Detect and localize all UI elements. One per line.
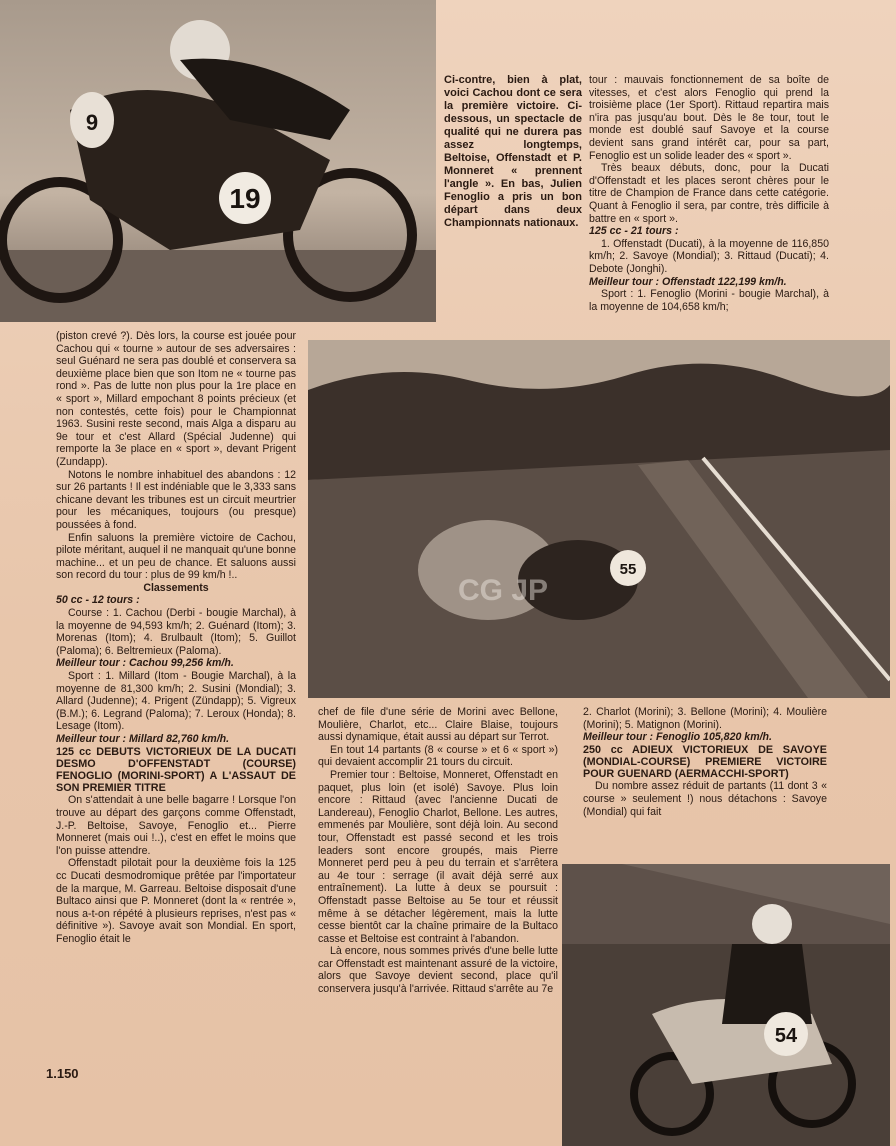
results: 1. Offenstadt (Ducati), à la moyenne de 116,850 km/h; 2. Savoye (Mondial); 3. Rittaud (Ducati); 4. Debote (Jonghi). [589,237,829,275]
paragraph: En tout 14 partants (8 « course » et 6 « sport ») qui devaient accomplir 21 tours du circuit. [318,743,558,769]
paragraph: Notons le nombre inhabituel des abandons : 12 sur 26 partants ! Il est indéniable que le 3,333 sans chicane devant les tribunes est un circuit meurtrier pour les mécaniques, toujours (ou presque) poussées à fond. [56,468,296,531]
best-lap: Meilleur tour : Offenstadt 122,199 km/h. [589,275,787,288]
paragraph: Premier tour : Beltoise, Monneret, Offenstadt en paquet, plus loin (et isolé) Savoye. Plus loin encore : Rittaud (avec l'ancienne Ducati de Landereau), Fenoglio Charlot, Bellone. Les autres, emmenés par Moulière, sont déjà loin. Au second tour, Offenstadt est passé second et les trois leaders sont encore groupés, mais Pierre Monneret perd peu à peu du terrain et s'arrêtera au 4e tour : serrage (il avait déjà serré aux entraînement). La lutte à deux se poursuit : Offenstadt passe Beltoise au 5e tour et réussit même à se détacher légèrement, mais la lutte cesse bientôt car la chaîne primaire de la Bultaco casse et Beltoise est contraint à l'abandon. [318,768,558,945]
column-right-bottom [583,706,827,818]
paragraph: tour : mauvais fonctionnement de sa boîte de vitesses, et c'est alors Fenoglio qui prend la troisième place (1er Sport). Rittaud repartira mais n'ira pas jusqu'au bout. Dès le 8e tour, tout le monde est doublé sauf Savoye et la course devient sans grand intérêt car, pour sa part, Fenoglio est un solide leader des « sport ». [589,74,829,162]
section-title-250: 250 cc ADIEUX VICTORIEUX DE SAVOYE (MONDIAL-COURSE) PREMIERE VICTOIRE POUR GUENARD (AERMACCHI-SPORT) [583,743,827,781]
caption-text: Ci-contre, bien à plat, voici Cachou dont ce sera la première victoire. Ci-dessous, un spectacle de qualité qui ne durera pas assez longtemps, Beltoise, Offenstadt et P. Monneret « prennent l'angle ». En bas, Julien Fenoglio a pris un bon départ dans deux Championnats nationaux. [444,74,582,229]
results-cont: 2. Charlot (Morini); 3. Bellone (Morini); 4. Moulière (Morini); 5. Matignon (Morini). [583,706,827,731]
results-sport: Sport : 1. Millard (Itom - Bougie Marchal), à la moyenne de 81,300 km/h; 2. Susini (Mondial); 3. Allard (Judenne); 4. Prigent (Zündapp); 5. Vigreux (B.M.); 6. Legrand (Paloma); 7. Leroux (Honda); 8. Lesage (Itom). [56,670,296,733]
results-sport: Sport : 1. Fenoglio (Morini - bougie Marchal), à la moyenne de 104,658 km/h; [589,288,829,313]
watermark: CG JP [458,574,549,607]
results: Course : 1. Cachou (Derbi - bougie Marchal), à la moyenne de 94,593 km/h; 2. Guénard (Itom); 3. Morenas (Itom); 4. Brulbault (Itom); 5. Guillot (Paloma); 6. Beltremieux (Paloma). [56,607,296,657]
paragraph: On s'attendait à une belle bagarre ! Lorsque l'on trouve au départ des garçons comme Offenstadt, J.-P. Beltoise, Savoye, Fenoglio et... Pierre Monneret (mais oui !..), c'est en effet le moins que l'on puisse attendre. [56,794,296,857]
photo-caption [444,74,582,230]
paragraph: Là encore, nous sommes privés d'une belle lutte car Offenstadt est maintenant assuré de la victoire, alors que Savoye devient second, place qu'il conservera jusqu'à l'arrivée. Rittaud s'arrête au 7e [318,945,558,996]
paragraph: Enfin saluons la première victoire de Cachou, pilote méritant, auquel il ne manquait qu'une bonne machine... et un peu de chance. Et saluons aussi son record du tour : plus de 99 km/h !.. [56,531,296,582]
plate-number: 54 [774,1025,798,1047]
best-lap: Meilleur tour : Millard 82,760 km/h. [56,733,230,745]
column-right-top [589,74,829,313]
paragraph: Très beaux débuts, donc, pour la Ducati d'Offenstadt et les places seront chères pour le titre de Champion de France dans cette catégorie. Quant à Fenoglio il sera, par contre, très difficile à battre en « sport ». [589,162,829,225]
paragraph: (piston crevé ?). Dès lors, la course est jouée pour Cachou qui « tourne » autour de ses adversaires : seul Guénard ne sera pas doublé et conservera sa deuxième place bien que son Itom ne « tourne pas rond ». Pas de lutte non plus pour la 1re place en « sport », Millard empochant 8 points précieux (et non contestés, cette fois) pour le Championnat 1963. Susini reste second, mais Alga a disparu au 9e tour et c'est Allard (Spécial Judenne) qui remporte la 3e place en « sport », devant Prigent (Zundapp). [56,330,296,468]
best-lap: Meilleur tour : Cachou 99,256 km/h. [56,657,234,670]
plate-number: 55 [619,561,637,578]
fairing-number: 9 [85,110,99,135]
classements-heading: Classements [143,581,209,594]
category-heading: 50 cc - 12 tours : [56,594,140,607]
plate-number: 19 [229,183,261,214]
paragraph: chef de file d'une série de Morini avec Bellone, Moulière, Charlot, etc... Claire Blaise, toujours aussi dynamique, était aussi au départ sur Terrot. [318,706,558,744]
category-heading: 125 cc - 21 tours : [589,225,679,238]
paragraph: Offenstadt pilotait pour la deuxième fois la 125 cc Ducati desmodromique prêtée par l'importateur de la marque, M. Garreau. Beltoise disposait d'une Bultaco ainsi que P. Monneret (dont la « rentrée », nous a-t-on répété à plusieurs reprises, n'est pas « définitive »). Savoye avait son Mondial. En sport, Fenoglio était le [56,857,296,945]
paragraph: Du nombre assez réduit de partants (11 dont 3 « course » seulement !) nous détachons : Savoye (Mondial) qui fait [583,780,827,818]
page-number: 1.150 [46,1066,79,1081]
photo-cachou [0,0,436,322]
photo-fenoglio [562,864,890,1146]
column-left [56,330,296,946]
column-middle-bottom [318,706,558,996]
section-title-125: 125 cc DEBUTS VICTORIEUX DE LA DUCATI DESMO D'OFFENSTADT (COURSE) FENOGLIO (MORINI-SPORT) A L'ASSAUT DE SON PREMIER TITRE [56,745,296,795]
photo-race-corner [308,340,890,698]
best-lap: Meilleur tour : Fenoglio 105,820 km/h. [583,731,772,744]
